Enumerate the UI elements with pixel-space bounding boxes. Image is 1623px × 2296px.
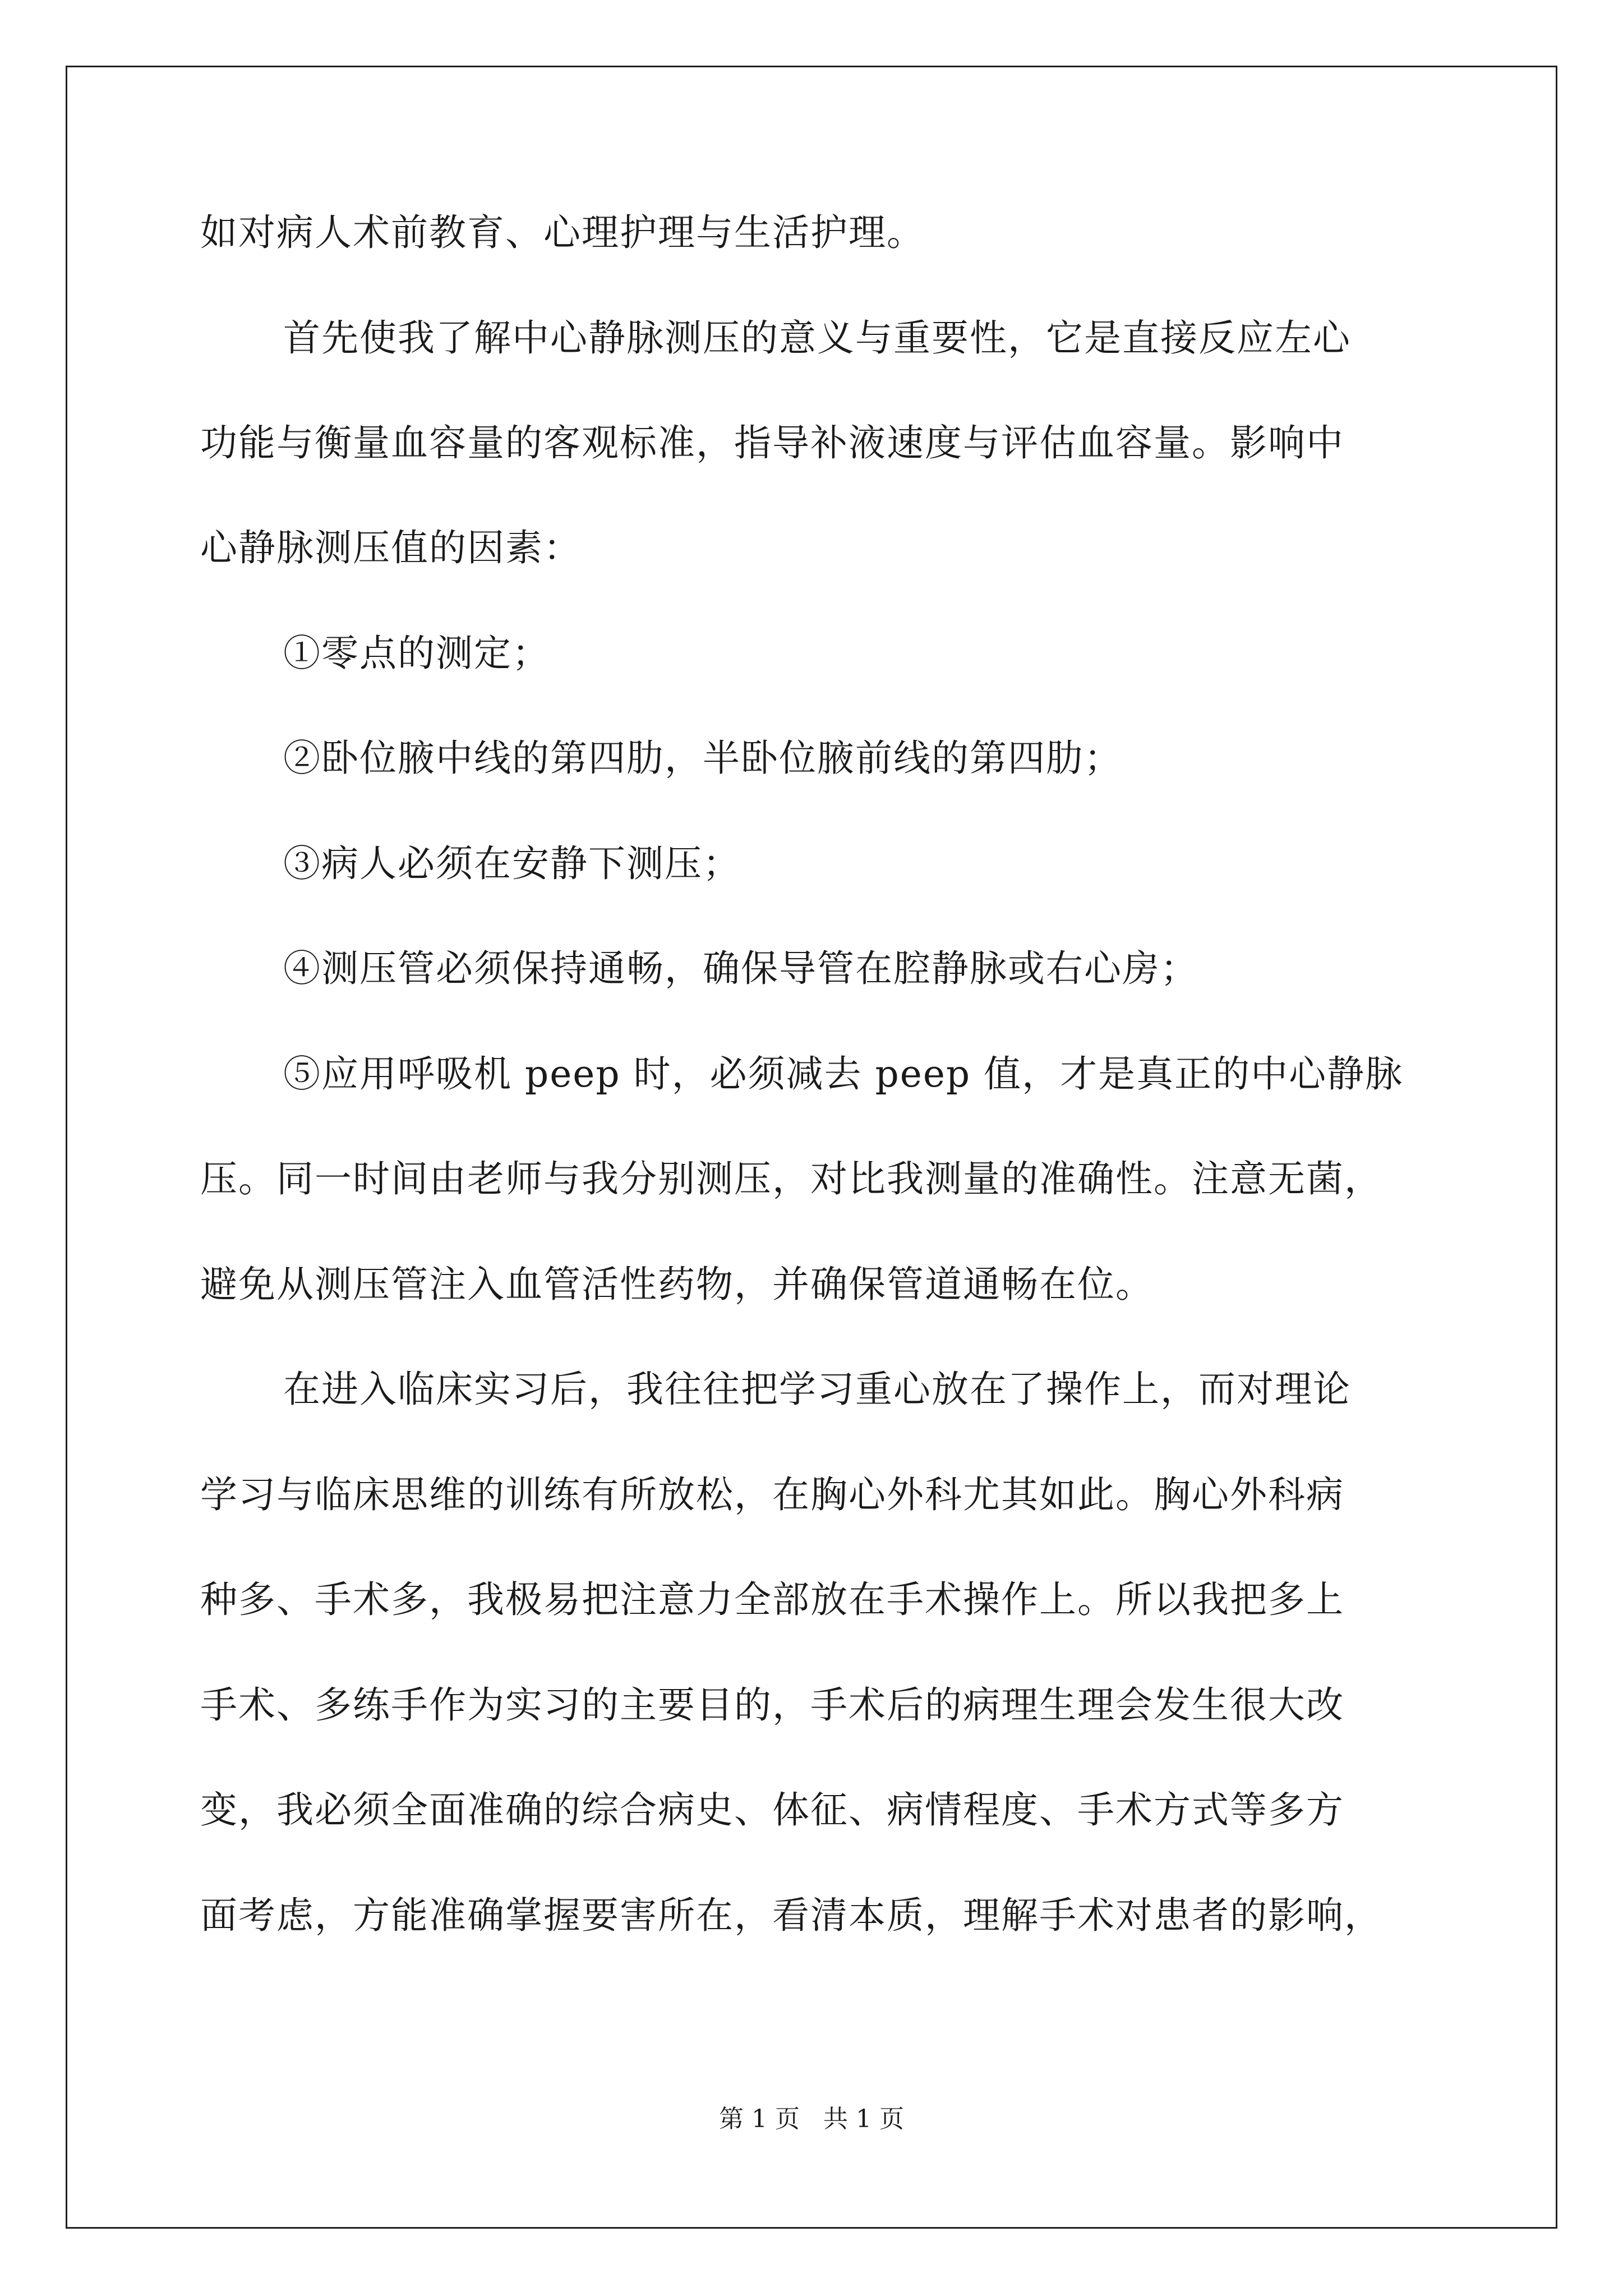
text-line: 面考虑，方能准确掌握要害所在，看清本质，理解手术对患者的影响， — [200, 1894, 1382, 1937]
text-line: ②卧位腋中线的第四肋，半卧位腋前线的第四肋； — [283, 737, 1122, 780]
text-line: 学习与临床思维的训练有所放松，在胸心外科尤其如此。胸心外科病 — [200, 1473, 1344, 1516]
page-number-footer: 第 1 页 共 1 页 — [719, 2105, 904, 2133]
text-line: 压。同一时间由老师与我分别测压，对比我测量的准确性。注意无菌， — [200, 1157, 1382, 1200]
text-line: 手术、多练手作为实习的主要目的，手术后的病理生理会发生很大改 — [200, 1683, 1344, 1727]
text-line: 种多、手术多，我极易把注意力全部放在手术操作上。所以我把多上 — [200, 1578, 1344, 1621]
text-line: 功能与衡量血容量的客观标准，指导补液速度与评估血容量。影响中 — [200, 421, 1344, 464]
text-line: 在进入临床实习后，我往往把学习重心放在了操作上，而对理论 — [283, 1368, 1351, 1411]
text-line: 避免从测压管注入血管活性药物，并确保管道通畅在位。 — [200, 1263, 1154, 1306]
text-line: ⑤应用呼吸机 peep 时，必须减去 peep 值，才是真正的中心静脉 — [283, 1052, 1404, 1096]
text-line: 如对病人术前教育、心理护理与生活护理。 — [200, 211, 925, 254]
text-line: ④测压管必须保持通畅，确保导管在腔静脉或右心房； — [283, 947, 1198, 990]
text-line: 首先使我了解中心静脉测压的意义与重要性，它是直接反应左心 — [283, 316, 1351, 360]
text-line: 心静脉测压值的因素： — [200, 526, 582, 569]
text-line: ①零点的测定； — [283, 632, 550, 675]
text-line: ③病人必须在安静下测压； — [283, 842, 741, 885]
text-line: 变，我必须全面准确的综合病史、体征、病情程度、手术方式等多方 — [200, 1788, 1344, 1832]
